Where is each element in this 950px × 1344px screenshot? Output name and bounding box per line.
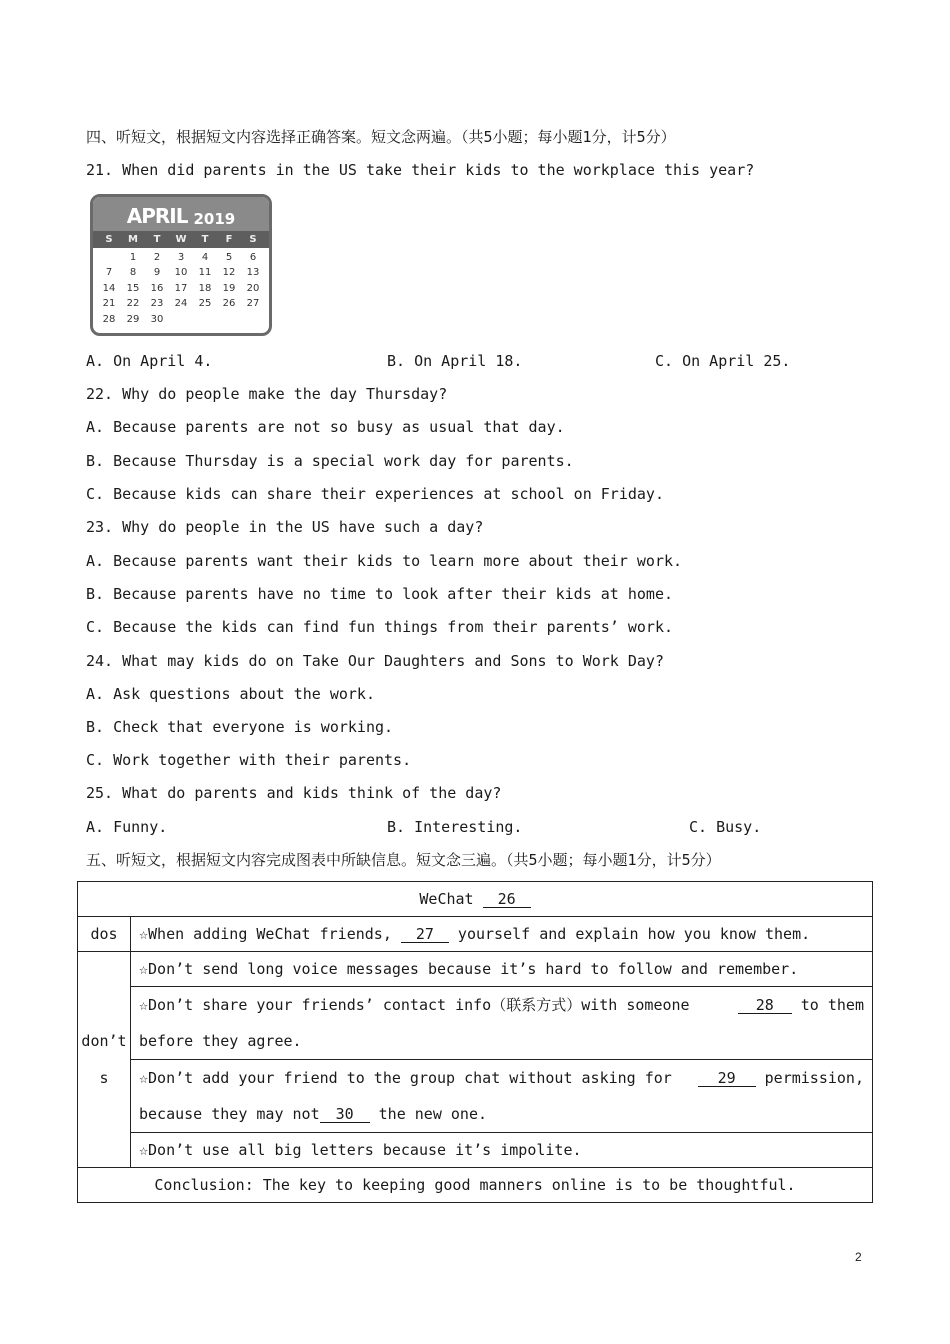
april-calendar-image (90, 194, 272, 336)
calendar-day: 15 (126, 282, 140, 294)
calendar-day: 18 (198, 282, 212, 294)
calendar-day (193, 312, 217, 327)
calendar-day (241, 312, 265, 327)
dont-1-cell: ☆Don’t send long voice messages because it’s hard to follow and remember. (131, 952, 873, 987)
dont-3-text-a: ☆Don’t add your friend to the group chat without asking for (139, 1069, 672, 1087)
q25-question: 25. What do parents and kids think of the day? (86, 784, 502, 802)
section4-heading: 四、听短文，根据短文内容选择正确答案。短文念两遍。（共5小题；每小题1分，计5分） (86, 128, 676, 146)
calendar-day: 6 (249, 252, 257, 263)
dont-2-text-a: ☆Don’t share your friends’ contact info（联系方式）with someone (139, 996, 690, 1014)
calendar-weekday: W (175, 234, 187, 245)
calendar-day: 20 (246, 282, 260, 294)
dont-3-cell (131, 1060, 873, 1133)
q25-option-b: B. Interesting. (387, 818, 523, 836)
calendar-day: 26 (222, 298, 236, 310)
dos-row (78, 917, 873, 952)
calendar-day: 12 (222, 267, 236, 279)
calendar-day: 19 (222, 282, 236, 294)
calendar-day: 9 (153, 267, 161, 279)
q23-option-b: B. Because parents have no time to look after their kids at home. (86, 585, 673, 603)
calendar-day: 2 (153, 252, 161, 263)
calendar-day: 3 (177, 252, 185, 263)
blank-28: 28 (738, 997, 792, 1014)
calendar-day: 1 (129, 252, 137, 263)
q25-option-a: A. Funny. (86, 818, 168, 836)
dont-4-cell: ☆Don’t use all big letters because it’s impolite. (131, 1133, 873, 1168)
calendar-day: 27 (246, 298, 260, 310)
calendar-header (93, 197, 269, 231)
calendar-day: 22 (126, 298, 140, 310)
table-title-row (78, 882, 873, 917)
calendar-day: 30 (150, 313, 164, 325)
table-title-text: WeChat (419, 890, 483, 908)
calendar-day: 8 (129, 267, 137, 279)
dont-3-text-c: because they may not (139, 1105, 320, 1123)
calendar-day: 23 (150, 298, 164, 310)
calendar-day (217, 312, 241, 327)
calendar-day: 11 (198, 267, 212, 279)
q24-option-b: B. Check that everyone is working. (86, 718, 394, 736)
calendar-day: 25 (198, 298, 212, 310)
blank-29: 29 (698, 1070, 756, 1087)
blank-30: 30 (320, 1106, 370, 1123)
dont-row-2 (78, 987, 873, 1060)
calendar-day: 24 (174, 298, 188, 310)
q21-option-c: C. On April 25. (655, 352, 791, 370)
conclusion-cell: Conclusion: The key to keeping good manners online is to be thoughtful. (78, 1168, 873, 1203)
dont-3-text-b: permission, (755, 1069, 864, 1087)
calendar-year: 2019 (193, 210, 236, 228)
q22-option-b: B. Because Thursday is a special work day for parents. (86, 452, 574, 470)
q21-question: 21. When did parents in the US take their kids to the workplace this year? (86, 161, 755, 179)
q23-option-a: A. Because parents want their kids to learn more about their work. (86, 552, 683, 570)
blank-26: 26 (483, 891, 531, 908)
q25-option-c: C. Busy. (689, 818, 762, 836)
calendar-day: 7 (105, 267, 113, 279)
calendar-day (169, 312, 193, 327)
donts-label-cell (78, 952, 131, 1168)
dos-text-a: ☆When adding WeChat friends, (139, 925, 401, 943)
dont-3-line1 (139, 1060, 864, 1096)
dont-2-cell (131, 987, 873, 1060)
calendar-day: 13 (246, 267, 260, 279)
dont-3-text-d: the new one. (369, 1105, 488, 1123)
dos-text-b: yourself and explain how you know them. (448, 925, 811, 943)
q23-question: 23. Why do people in the US have such a day? (86, 518, 484, 536)
dos-cell (131, 917, 873, 952)
donts-label-line1: don’t (81, 1031, 127, 1050)
q21-option-a: A. On April 4. (86, 352, 213, 370)
dont-2-line1 (139, 987, 864, 1023)
dont-3-line2 (139, 1096, 864, 1132)
calendar-day: 10 (174, 267, 188, 279)
blank-27: 27 (401, 926, 449, 943)
page-number: 2 (855, 1250, 862, 1264)
q24-question: 24. What may kids do on Take Our Daughters and Sons to Work Day? (86, 652, 664, 670)
calendar-day: 5 (225, 252, 233, 263)
q24-option-a: A. Ask questions about the work. (86, 685, 375, 703)
dont-row-3 (78, 1060, 873, 1133)
donts-label-line2: s (99, 1068, 109, 1087)
q22-option-a: A. Because parents are not so busy as usual that day. (86, 418, 565, 436)
calendar-day: 4 (201, 252, 209, 263)
dont-row-1 (78, 952, 873, 987)
table-title-cell (78, 882, 873, 917)
calendar-days (93, 248, 269, 327)
q22-question: 22. Why do people make the day Thursday? (86, 385, 448, 403)
calendar-weekday: S (249, 234, 257, 245)
wechat-manners-table (77, 881, 873, 1203)
dont-2-text-b: to them (791, 996, 864, 1014)
calendar-month: APRIL (126, 204, 188, 228)
q21-option-b: B. On April 18. (387, 352, 523, 370)
calendar-day: 28 (102, 313, 116, 325)
calendar-weekday: M (128, 234, 138, 245)
calendar-weekdays (93, 231, 269, 248)
calendar-weekday: T (153, 234, 161, 245)
calendar-day: 29 (126, 313, 140, 325)
dos-label: dos (78, 917, 131, 952)
calendar-weekday: S (105, 234, 113, 245)
calendar-weekday: T (201, 234, 209, 245)
section5-heading: 五、听短文，根据短文内容完成图表中所缺信息。短文念三遍。（共5小题；每小题1分，计5分） (86, 851, 721, 869)
calendar-day: 16 (150, 282, 164, 294)
q24-option-c: C. Work together with their parents. (86, 751, 412, 769)
dont-row-4 (78, 1133, 873, 1168)
calendar-day: 21 (102, 298, 116, 310)
calendar-day: 17 (174, 282, 188, 294)
conclusion-row (78, 1168, 873, 1203)
calendar-day: 14 (102, 282, 116, 294)
q23-option-c: C. Because the kids can find fun things from their parents’ work. (86, 618, 673, 636)
calendar-weekday: F (225, 234, 233, 245)
calendar-day (97, 250, 121, 265)
dont-2-text-c: before they agree. (139, 1032, 302, 1050)
q22-option-c: C. Because kids can share their experiences at school on Friday. (86, 485, 664, 503)
